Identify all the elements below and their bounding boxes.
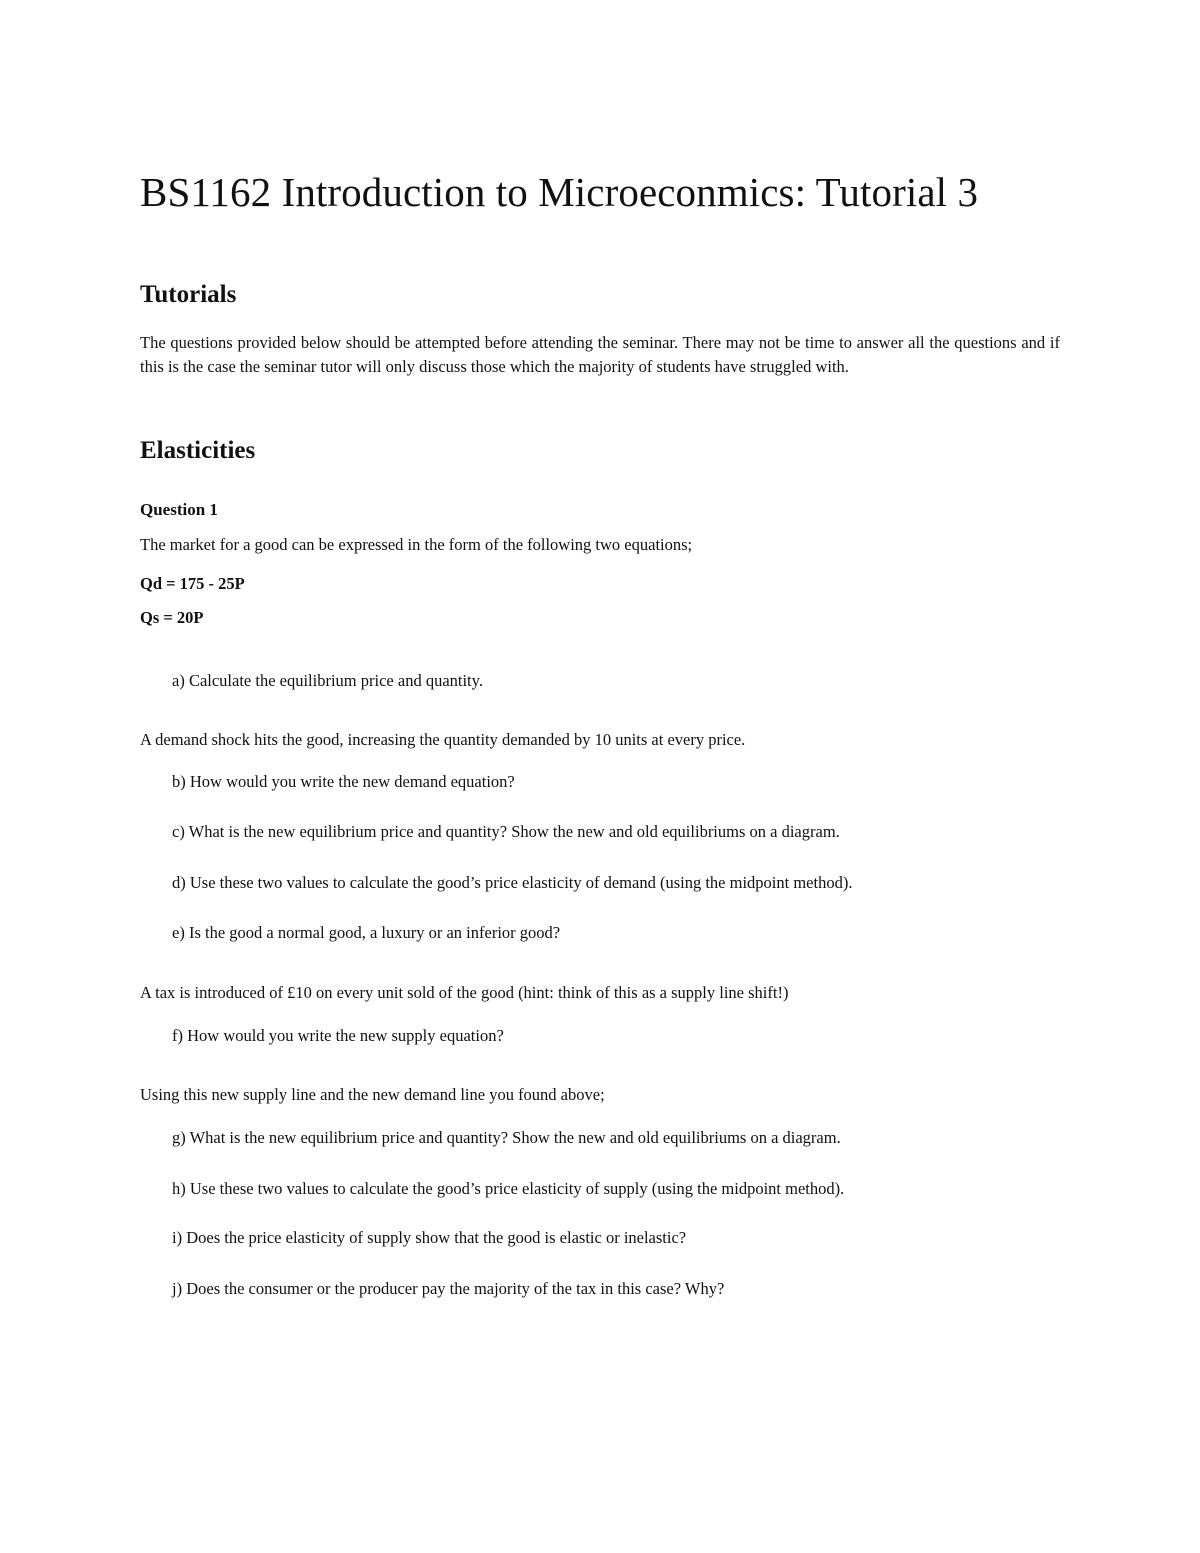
question-d: d) Use these two values to calculate the good’s price elasticity of demand (using the midpoint method).	[172, 873, 853, 892]
question-b: b) How would you write the new demand equation?	[172, 772, 515, 791]
question-f: f) How would you write the new supply equation?	[172, 1026, 504, 1045]
question-h: h) Use these two values to calculate the good’s price elasticity of supply (using the midpoint method).	[172, 1179, 845, 1198]
page-title: BS1162 Introduction to Microeconmics: Tutorial 3	[140, 169, 979, 215]
question-a: a) Calculate the equilibrium price and quantity.	[172, 671, 483, 690]
question-j: j) Does the consumer or the producer pay the majority of the tax in this case? Why?	[172, 1279, 725, 1298]
tax-intro-text: A tax is introduced of £10 on every unit sold of the good (hint: think of this as a supply line shift!)	[140, 983, 789, 1002]
question-i: i) Does the price elasticity of supply show that the good is elastic or inelastic?	[172, 1228, 687, 1247]
question-g: g) What is the new equilibrium price and quantity? Show the new and old equilibriums on a diagram.	[172, 1128, 841, 1147]
market-intro-text: The market for a good can be expressed in the form of the following two equations;	[140, 535, 693, 554]
tutorials-intro-paragraph: The questions provided below should be attempted before attending the seminar. There may not be time to answer all the questions and if this is the case the seminar tutor will only discuss those which the majority of students have struggled with.	[140, 333, 1060, 376]
demand-shock-text: A demand shock hits the good, increasing the quantity demanded by 10 units at every price.	[140, 730, 746, 749]
section-heading-tutorials: Tutorials	[140, 281, 237, 308]
demand-equation: Qd = 175 - 25P	[140, 574, 245, 593]
using-new-lines-text: Using this new supply line and the new demand line you found above;	[140, 1085, 605, 1104]
question-label: Question 1	[140, 500, 218, 519]
question-c: c) What is the new equilibrium price and quantity? Show the new and old equilibriums on a diagram.	[172, 822, 840, 841]
supply-equation: Qs = 20P	[140, 608, 204, 627]
section-heading-elasticities: Elasticities	[140, 437, 256, 464]
question-e: e) Is the good a normal good, a luxury or an inferior good?	[172, 923, 561, 942]
